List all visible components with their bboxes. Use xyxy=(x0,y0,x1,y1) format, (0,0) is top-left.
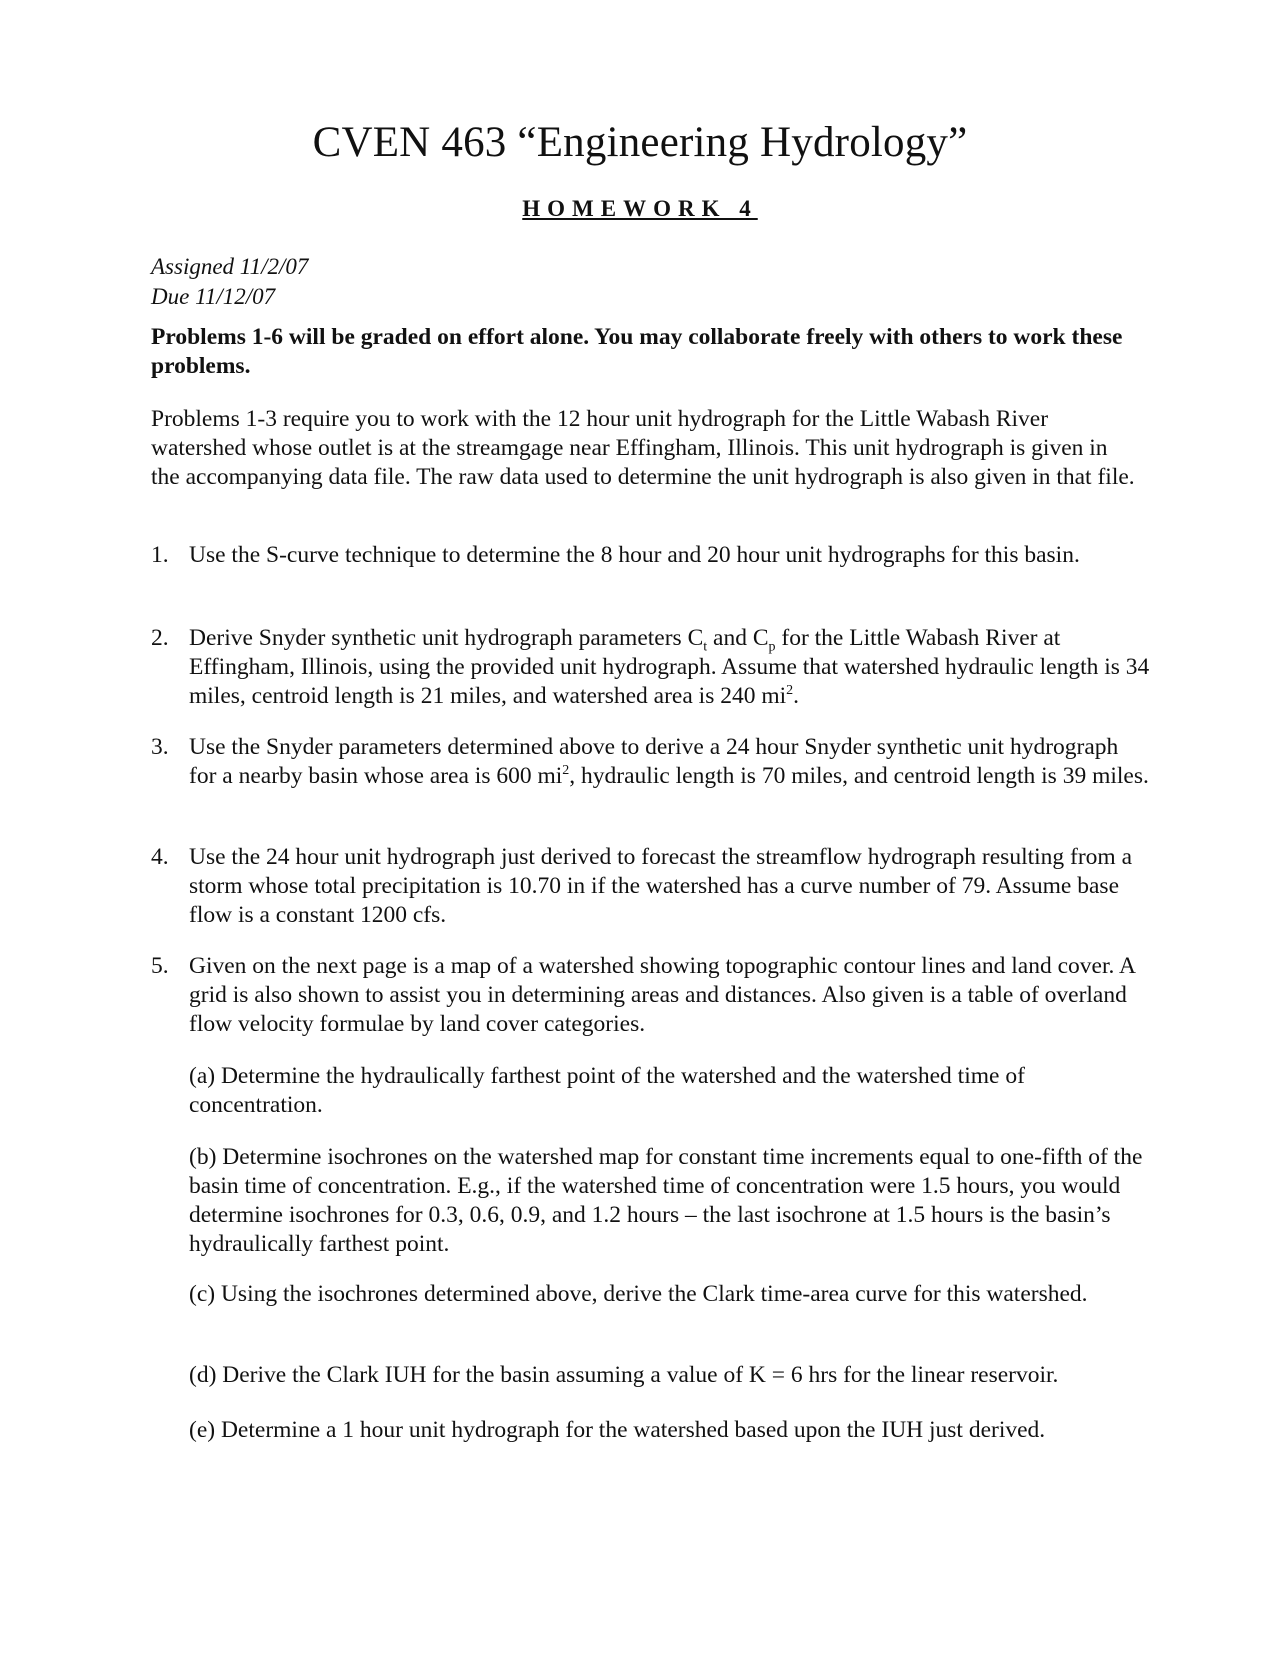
problem-text: Derive Snyder synthetic unit hydrograph parameters $C_t$ and $C_p$ for the Little Wabash River at Effingham, Illinois, using the provided unit hydrograph. Assume that watershed hydraulic length is 34 miles, centroid length is 21 miles, and watershed area is 240 $mi^2$. xyxy=(189,625,1150,709)
subpart-a: (a) Determine the hydraulically farthest point of the watershed and the watershed time of concentration. xyxy=(189,1063,1025,1118)
problem-text: Use the Snyder parameters determined above to derive a 24 hour Snyder synthetic unit hydrograph for a nearby basin whose area is 600 $mi^2$, hydraulic length is 70 miles, and centroid length is 39 miles. xyxy=(189,734,1149,789)
subpart-c: (c) Using the isochrones determined above, derive the Clark time-area curve for this watershed. xyxy=(189,1281,1088,1307)
problem-number: 2. xyxy=(151,625,169,651)
intro-paragraph: Problems 1-3 require you to work with the 12 hour unit hydrograph for the Little Wabash River watershed whose outlet is at the streamgage near Effingham, Illinois. This unit hydrograph is given in the accompanying data file. The raw data used to determine the unit hydrograph is also given in that file. xyxy=(151,406,1135,490)
problem-number: 4. xyxy=(151,844,169,870)
problem-number: 5. xyxy=(151,953,169,979)
assigned-date: Assigned 11/2/07 xyxy=(151,254,309,279)
grading-note: Problems 1-6 will be graded on effort alone. You may collaborate freely with others to work these problems. xyxy=(151,324,1123,379)
problem-text: Use the 24 hour unit hydrograph just derived to forecast the streamflow hydrograph resulting from a storm whose total precipitation is 10.70 in if the watershed has a curve number of 79. Assume base flow is a constant 1200 cfs. xyxy=(189,844,1133,928)
subpart-b: (b) Determine isochrones on the watershed map for constant time increments equal to one-fifth of the basin time of concentration. E.g., if the watershed time of concentration were 1.5 hours, you would determine isochrones for 0.3, 0.6, 0.9, and 1.2 hours – the last isochrone at 1.5 hours is the basin’s hydraulically farthest point. xyxy=(189,1144,1143,1257)
subpart-e: (e) Determine a 1 hour unit hydrograph for the watershed based upon the IUH just derived. xyxy=(189,1417,1046,1443)
problem-text: Given on the next page is a map of a watershed showing topographic contour lines and land cover. A grid is also shown to assist you in determining areas and distances. Also given is a table of overland flow velocity formulae by land cover categories. xyxy=(189,953,1135,1037)
problem-number: 1. xyxy=(151,542,169,568)
page-title: CVEN 463 “Engineering Hydrology” xyxy=(312,119,968,166)
problem-number: 3. xyxy=(151,734,169,760)
assignment-dates xyxy=(151,252,308,312)
due-date: Due 11/12/07 xyxy=(151,284,276,309)
problem-text: Use the S-curve technique to determine the 8 hour and 20 hour unit hydrographs for this basin. xyxy=(189,542,1080,568)
subpart-d: (d) Derive the Clark IUH for the basin assuming a value of K = 6 hrs for the linear reservoir. xyxy=(189,1362,1059,1388)
homework-heading: HOMEWORK 4 xyxy=(522,196,758,221)
